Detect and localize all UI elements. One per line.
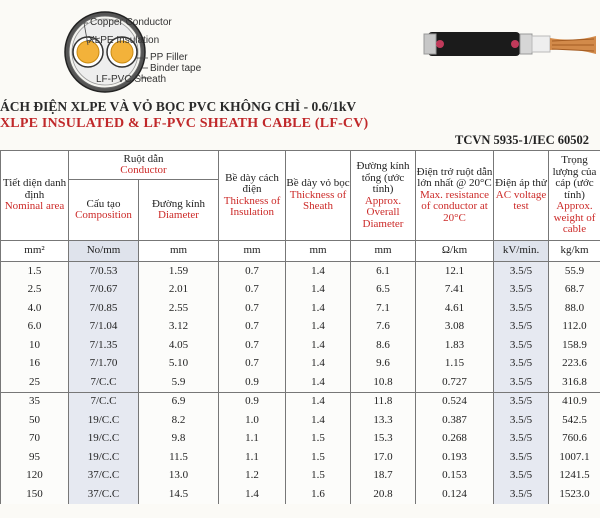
table-cell: 1.4 <box>286 299 351 318</box>
table-cell: 95 <box>1 448 69 467</box>
table-cell: 1241.5 <box>549 467 600 486</box>
table-cell: 11.5 <box>139 448 219 467</box>
table-cell: 7/C.C <box>69 373 139 392</box>
table-cell: 0.153 <box>416 467 494 486</box>
table-cell: 10 <box>1 336 69 355</box>
table-cell: 7.6 <box>351 318 416 337</box>
table-cell: 0.7 <box>219 355 286 374</box>
table-cell: 120 <box>1 467 69 486</box>
table-cell: 7/1.04 <box>69 318 139 337</box>
table-cell: 6.5 <box>351 281 416 300</box>
table-cell: 3.5/5 <box>494 355 549 374</box>
table-cell: 7.41 <box>416 281 494 300</box>
table-cell: 20.8 <box>351 485 416 504</box>
table-cell: 7/0.85 <box>69 299 139 318</box>
table-cell: 1.4 <box>286 318 351 337</box>
table-cell: 0.524 <box>416 392 494 411</box>
cable-diagram <box>0 0 600 95</box>
table-cell: 1.0 <box>219 411 286 430</box>
table-cell: 7/1.70 <box>69 355 139 374</box>
table-cell: 3.08 <box>416 318 494 337</box>
table-cell: 37/C.C <box>69 467 139 486</box>
table-cell: 760.6 <box>549 430 600 449</box>
table-cell: 6.9 <box>139 392 219 411</box>
unit-cell: kV/min. <box>494 241 549 262</box>
table-cell: 1.59 <box>139 262 219 281</box>
table-cell: 4.0 <box>1 299 69 318</box>
table-cell: 1.83 <box>416 336 494 355</box>
table-cell: 50 <box>1 411 69 430</box>
table-cell: 3.5/5 <box>494 373 549 392</box>
units-row <box>1 241 600 262</box>
table-cell: 9.6 <box>351 355 416 374</box>
table-cell: 150 <box>1 485 69 504</box>
table-cell: 1.15 <box>416 355 494 374</box>
table-cell: 2.55 <box>139 299 219 318</box>
table-row <box>1 485 600 504</box>
table-cell: 1.5 <box>286 467 351 486</box>
header-voltage-test: Điện áp thử AC voltage test <box>494 151 549 241</box>
table-cell: 2.5 <box>1 281 69 300</box>
table-cell: 542.5 <box>549 411 600 430</box>
unit-cell: Ω/km <box>416 241 494 262</box>
table-cell: 7/0.53 <box>69 262 139 281</box>
table-cell: 1.4 <box>286 373 351 392</box>
header-resistance: Điện trở ruột dẫn lớn nhất @ 20°C Max. resistance of conductor at 20°C <box>416 151 494 241</box>
title-vietnamese: ÁCH ĐIỆN XLPE VÀ VỎ BỌC PVC KHÔNG CHÌ - 0.6/1kV <box>0 99 357 114</box>
table-cell: 223.6 <box>549 355 600 374</box>
table-row <box>1 430 600 449</box>
table-cell: 68.7 <box>549 281 600 300</box>
table-cell: 19/C.C <box>69 448 139 467</box>
table-cell: 35 <box>1 392 69 411</box>
header-diameter: Đường kính Diameter <box>139 180 219 241</box>
table-cell: 15.3 <box>351 430 416 449</box>
table-cell: 158.9 <box>549 336 600 355</box>
table-row <box>1 355 600 374</box>
table-cell: 0.124 <box>416 485 494 504</box>
table-cell: 3.5/5 <box>494 318 549 337</box>
table-cell: 3.5/5 <box>494 485 549 504</box>
table-row <box>1 318 600 337</box>
table-cell: 3.5/5 <box>494 430 549 449</box>
table-cell: 410.9 <box>549 392 600 411</box>
header-sheath: Bề dày vỏ bọc Thickness of Sheath <box>286 151 351 241</box>
table-cell: 1.4 <box>286 411 351 430</box>
table-cell: 0.387 <box>416 411 494 430</box>
table-row <box>1 373 600 392</box>
table-cell: 7/0.67 <box>69 281 139 300</box>
table-cell: 0.727 <box>416 373 494 392</box>
header-nominal-area: Tiết diện danh định Nominal area <box>1 151 69 241</box>
table-cell: 12.1 <box>416 262 494 281</box>
table-cell: 10.8 <box>351 373 416 392</box>
table-cell: 1.4 <box>286 262 351 281</box>
table-cell: 3.5/5 <box>494 411 549 430</box>
table-row <box>1 392 600 411</box>
unit-cell: mm <box>219 241 286 262</box>
table-cell: 1.1 <box>219 430 286 449</box>
table-cell: 3.5/5 <box>494 262 549 281</box>
table-cell: 3.5/5 <box>494 467 549 486</box>
unit-cell: kg/km <box>549 241 600 262</box>
table-row <box>1 299 600 318</box>
table-cell: 1.1 <box>219 448 286 467</box>
table-cell: 19/C.C <box>69 411 139 430</box>
table-cell: 1.4 <box>286 392 351 411</box>
unit-cell: No/mm <box>69 241 139 262</box>
table-cell: 3.5/5 <box>494 392 549 411</box>
table-cell: 3.5/5 <box>494 448 549 467</box>
table-cell: 316.8 <box>549 373 600 392</box>
table-cell: 1523.0 <box>549 485 600 504</box>
table-cell: 88.0 <box>549 299 600 318</box>
table-cell: 4.61 <box>416 299 494 318</box>
header-weight: Trọng lượng của cáp (ước tính) Approx. weight of cable <box>549 151 600 241</box>
table-cell: 13.0 <box>139 467 219 486</box>
title-english: XLPE INSULATED & LF-PVC SHEATH CABLE (LF-CV) <box>0 116 369 131</box>
table-cell: 0.7 <box>219 281 286 300</box>
table-cell: 19/C.C <box>69 430 139 449</box>
unit-cell: mm² <box>1 241 69 262</box>
table-cell: 3.5/5 <box>494 299 549 318</box>
table-cell: 3.5/5 <box>494 336 549 355</box>
unit-cell: mm <box>139 241 219 262</box>
table-cell: 1.5 <box>1 262 69 281</box>
table-cell: 7/1.35 <box>69 336 139 355</box>
unit-cell: mm <box>351 241 416 262</box>
table-cell: 0.7 <box>219 318 286 337</box>
table-row <box>1 262 600 281</box>
unit-cell: mm <box>286 241 351 262</box>
table-cell: 1.4 <box>286 355 351 374</box>
table-cell: 6.1 <box>351 262 416 281</box>
table-body <box>1 262 600 504</box>
table-cell: 17.0 <box>351 448 416 467</box>
table-row <box>1 448 600 467</box>
table-cell: 112.0 <box>549 318 600 337</box>
table-cell: 1.4 <box>286 336 351 355</box>
header-overall-diameter: Đường kính tổng (ước tính) Approx. Overall Diameter <box>351 151 416 241</box>
cable-cross-section-illustration <box>0 0 600 95</box>
table-cell: 7/C.C <box>69 392 139 411</box>
table-cell: 0.7 <box>219 299 286 318</box>
table-cell: 18.7 <box>351 467 416 486</box>
table-cell: 1.4 <box>219 485 286 504</box>
table-row <box>1 336 600 355</box>
table-row <box>1 411 600 430</box>
header-insulation: Bề dày cách điện Thickness of Insulation <box>219 151 286 241</box>
table-cell: 1.5 <box>286 448 351 467</box>
table-row <box>1 467 600 486</box>
table-cell: 1.5 <box>286 430 351 449</box>
table-cell: 3.5/5 <box>494 281 549 300</box>
table-cell: 4.05 <box>139 336 219 355</box>
table-cell: 5.9 <box>139 373 219 392</box>
label-copper-conductor: Copper Conductor <box>90 17 172 28</box>
table-cell: 0.268 <box>416 430 494 449</box>
table-cell: 3.12 <box>139 318 219 337</box>
table-cell: 14.5 <box>139 485 219 504</box>
table-cell: 13.3 <box>351 411 416 430</box>
standard-code: TCVN 5935-1/IEC 60502 <box>455 133 590 147</box>
header-conductor: Ruột dẫn Conductor <box>69 151 219 180</box>
table-row <box>1 281 600 300</box>
table-cell: 0.7 <box>219 262 286 281</box>
label-lf-pvc-sheath: LF-PVC Sheath <box>96 74 167 85</box>
table-cell: 1.2 <box>219 467 286 486</box>
table-cell: 0.9 <box>219 392 286 411</box>
table-cell: 55.9 <box>549 262 600 281</box>
table-cell: 2.01 <box>139 281 219 300</box>
table-cell: 1007.1 <box>549 448 600 467</box>
label-xlpe-insulation: XLPE Insulation <box>88 35 160 46</box>
table-cell: 25 <box>1 373 69 392</box>
cable-spec-table <box>0 150 600 504</box>
table-cell: 0.9 <box>219 373 286 392</box>
table-cell: 7.1 <box>351 299 416 318</box>
table-cell: 11.8 <box>351 392 416 411</box>
table-cell: 70 <box>1 430 69 449</box>
table-cell: 8.6 <box>351 336 416 355</box>
table-cell: 37/C.C <box>69 485 139 504</box>
table-cell: 5.10 <box>139 355 219 374</box>
header-composition: Cấu tạo Composition <box>69 180 139 241</box>
table-cell: 6.0 <box>1 318 69 337</box>
table-cell: 1.6 <box>286 485 351 504</box>
label-binder-tape: Binder tape <box>150 63 202 74</box>
table-cell: 8.2 <box>139 411 219 430</box>
table-cell: 0.193 <box>416 448 494 467</box>
table-cell: 0.7 <box>219 336 286 355</box>
table-cell: 9.8 <box>139 430 219 449</box>
label-pp-filler: PP Filler <box>150 52 188 63</box>
table-cell: 16 <box>1 355 69 374</box>
table-cell: 1.4 <box>286 281 351 300</box>
